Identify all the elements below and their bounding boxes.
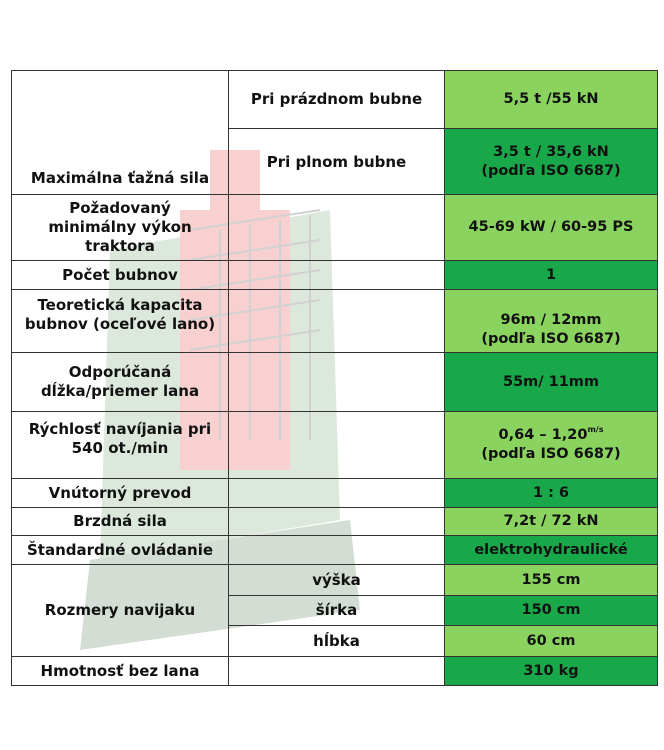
table-row [12,565,658,596]
value-depth: 60 cm [445,626,658,657]
value-capacity: 96m / 12mm (podľa ISO 6687) [445,290,658,353]
table-row [12,71,658,129]
table-row [12,412,658,479]
label-drums: Počet bubnov [12,261,229,290]
spec-table [11,70,658,686]
empty-cell [229,261,445,290]
label-gear: Vnútorný prevod [12,479,229,508]
value-drums: 1 [445,261,658,290]
label-power: Požadovaný minimálny výkon traktora [12,195,229,261]
empty-cell [229,290,445,353]
table-row [12,290,658,353]
empty-cell [229,353,445,412]
label-brake: Brzdná sila [12,508,229,536]
label-rope: Odporúčaná dĺžka/priemer lana [12,353,229,412]
table-row [12,195,658,261]
empty-cell [229,657,445,686]
value-rope: 55m/ 11mm [445,353,658,412]
table-row [12,508,658,536]
sub-width: šírka [229,596,445,626]
value-control: elektrohydraulické [445,536,658,565]
label-control: Štandardné ovládanie [12,536,229,565]
value-speed: $0,64 - 1,20^{m/s}$ (podľa ISO 6687) [445,412,658,479]
empty-cell [229,412,445,479]
value-full-drum: 3,5 t / 35,6 kN (podľa ISO 6687) [445,129,658,195]
empty-cell [229,536,445,565]
label-capacity: Teoretická kapacita bubnov (oceľové lano) [12,290,229,353]
value-empty-drum: 5,5 t /55 kN [445,71,658,129]
table-row [12,479,658,508]
label-speed: Rýchlosť navíjania pri 540 ot./min [12,412,229,479]
value-height: 155 cm [445,565,658,596]
value-power: 45-69 kW / 60-95 PS [445,195,658,261]
value-gear: 1 : 6 [445,479,658,508]
label-dimensions: Rozmery navijaku [12,565,229,657]
empty-cell [229,479,445,508]
sub-height: výška [229,565,445,596]
label-weight: Hmotnosť bez lana [12,657,229,686]
empty-cell [229,508,445,536]
value-weight: 310 kg [445,657,658,686]
value-width: 150 cm [445,596,658,626]
empty-cell [229,195,445,261]
table-row [12,657,658,686]
value-brake: 7,2t / 72 kN [445,508,658,536]
table-row [12,353,658,412]
sub-depth: hĺbka [229,626,445,657]
label-max-pull: Maximálna ťažná sila [12,71,229,195]
sub-full-drum: Pri plnom bubne [229,129,445,195]
table-row [12,261,658,290]
sub-empty-drum: Pri prázdnom bubne [229,71,445,129]
table-row [12,536,658,565]
